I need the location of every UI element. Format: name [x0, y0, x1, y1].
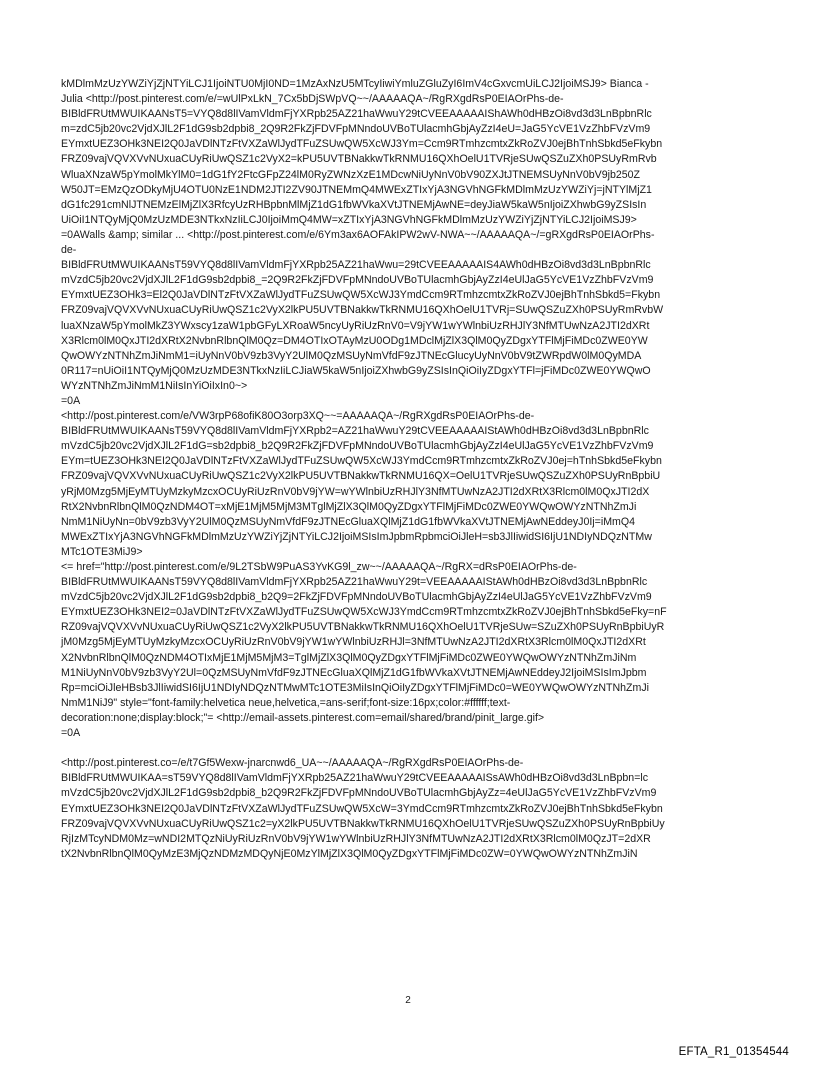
text-line: W50JT=EMzQzODkyMjU4OTU0NzE1NDM2JTI2ZV90JTNEMmQ4MWExZTIxYjA3NGVhNGFkMDlmMzUzYWZiYj=jNTYlMjZ1 [61, 183, 652, 196]
page-number: 2 [405, 995, 411, 1006]
text-line: M1NiUyNnV0bV9zb3VyY2Ul=0QzMSUyNmVfdF9zJTNEcGluaXQlMjZ1dG1fbWVkaXVtJTNEMjAwNEddeyJ2IjoiMSIsImJpbm [61, 666, 647, 679]
text-line: MWExZTIxYjA3NGVhNGFkMDlmMzUzYWZiYjZjNTYiLCJ2IjoiMSIsImJpbmRpbmciOiJleH=sb3JlIiwidSI6IjU1NDIyNDQzNTMw [61, 530, 652, 543]
text-line: RjIzMTcyNDM0Mz=wNDI2MTQzNiUyRiUzRnV0bV9jYW1wYWlnbiUzRHJlY3NfMTUwNzA2JTI2dXRtX3Rlcm0lM0QzJT=2dXR [61, 832, 651, 845]
text-line: FRZ09vajVQVXVvNUxuaCUyRiUwQSZ1c2VyX2lkPU5UVTBNakkwTkRNMU16QX=OelU1TVRjeSUwQSZuZXh0PSUyRnBpbiU [61, 470, 661, 483]
text-line: =0A [61, 727, 81, 740]
text-line: FRZ09vajVQVXVvNUxuaCUyRiUwQSZ1c2=yX2lkPU5UVTBNakkwTkRNMU16QXhOelU1TVRjeSUwQSZuZXh0PSUyRnBpbiUy [61, 817, 665, 830]
text-line: mVzdC5jb20vc2VjdXJlL2F1dG9sb2dpbi8_=2Q9R2FkZjFDVFpMNndoUVBoTUlacmhGbjAyZzI4eUlJaG5YcVE1VzZhbFVzVm9 [61, 274, 654, 287]
text-line: =0A [61, 394, 81, 407]
text-line: m=zdC5jb20vc2VjdXJlL2F1dG9sb2dpbi8_2Q9R2FkZjFDVFpMNndoUVBoTUlacmhGbjAyZzI4eU=JaG5YcVE1VzZhbFVzVm9 [61, 123, 651, 136]
text-line: <= href="http://post.pinterest.com/e/9L2TSbW9PuAS3YvKG9l_zw~~/AAAAAQA~/RgRX=dRsP0EIAOrPhs-de- [61, 561, 577, 573]
text-line: jM0Mzg5MjEyMTUyMzkyMzcxOCUyRiUzRnV0bV9jYW1wYWlnbiUzRHJl=3NfMTUwNzA2JTI2dXRtX3Rlcm0lM0QxJTI2dXRt [61, 636, 646, 649]
text-line: EYm=tUEZ3OHk3NEI2Q0JaVDlNTzFtVXZaWlJydTFuZSUwQW5XcWJ3YmdCcm9RTmhzcmtxZkRoZVJ0ej=hTnhSbkd5eFkybn [61, 455, 662, 468]
text-line: BIBldFRUtMWUIKAANsT59VYQ8d8lIVamVldmFjYXRpb2=AZ21haWwuY29tCVEEAAAAAIStAWh0dHBzOi8vd3d3LnBpbnRlc [61, 425, 649, 438]
text-line: FRZ09vajVQVXVvNUxuaCUyRiUwQSZ1c2VyX2lkPU5UVTBNakkwTkRNMU16QXhOelU1TVRj=SUwQSZuZXh0PSUyRmRvbW [61, 304, 664, 317]
text-line: mVzdC5jb20vc2VjdXJlL2F1dG9sb2dpbi8_b2Q9R2FkZjFDVFpMNndoUVBoTUlacmhGbjAyZz=4eUlJaG5YcVE1VzZhbFVzVm9 [61, 787, 657, 800]
email-body-text [61, 77, 781, 862]
text-line [61, 741, 781, 756]
text-line: kMDlmMzUzYWZiYjZjNTYiLCJ1IjoiNTU0MjI0ND=1MzAxNzU5MTcyIiwiYmluZGluZyI6ImV4cGxvcmUiLCJ2IjoiMSJ9> Bianca - [61, 78, 649, 90]
text-line: Julia <http://post.pinterest.com/e/=wUlPxLkN_7Cx5bDjSWpVQ~~/AAAAAQA~/RgRXgdRsP0EIAOrPhs-de- [61, 93, 564, 106]
text-line: tX2NvbnRlbnQlM0QyMzE3MjQzNDMzMDQyNjE0MzYlMjZlX3QlM0QyZDgxYTFlMjFiMDc0ZW=0YWQwOWYzNTNhZmJiN [61, 847, 638, 860]
text-line: mVzdC5jb20vc2VjdXJlL2F1dG=sb2dpbi8_b2Q9R2FkZjFDVFpMNndoUVBoTUlacmhGbjAyZzI4eUlJaG5YcVE1VzZhbFVzVm9 [61, 440, 654, 453]
text-line: EYmxtUEZ3OHk3NEI2=0JaVDlNTzFtVXZaWlJydTFuZSUwQW5XcWJ3YmdCcm9RTmhzcmtxZkRoZVJ0ejBhTnhSbkd5eFky=nF [61, 606, 667, 619]
text-line: FRZ09vajVQVXVvNUxuaCUyRiUwQSZ1c2VyX2=kPU5UVTBNakkwTkRNMU16QXhOelU1TVRjeSUwQSZuZXh0PSUyRmRvb [61, 153, 657, 166]
text-line: decoration:none;display:block;"= <http://email-assets.pinterest.com=email/shared/brand/pinit_large.gif> [61, 711, 545, 724]
text-line: UiOiI1NTQyMjQ0MzUzMDE3NTkxNzIiLCJ0IjoiMmQ4MW=xZTIxYjA3NGVhNGFkMDlmMzUzYWZiYjZjNTYiLCJ2IjoiMSJ9> [61, 213, 637, 226]
text-line: RZ09vajVQVXVvNUxuaCUyRiUwQSZ1c2VyX2lkPU5UVTBNakkwTkRNMU16QXhOelU1TVRjeSUw=SZuZXh0PSUyRnBpbiUyR [61, 621, 665, 634]
text-line: dG1fc291cmNlJTNEMzElMjZlX3RfcyUzRHBpbnMlMjZ1dG1fbWVkaXVtJTNEMjAwNE=deyJiaW5kaW5nIjoiZXhwbG9yZSIsIn [61, 198, 647, 211]
text-line: WluaXNzaW5pYmolMkYlM0=1dG1fY2FtcGFpZ24lM0RyZWNzXzE1MDcwNiUyNnV0bV90ZXJtJTNEMSUyNnV0bV9jb250Z [61, 168, 640, 181]
text-line: de- [61, 244, 77, 257]
text-line: EYmxtUEZ3OHk3NEI2Q0JaVDlNTzFtVXZaWlJydTFuZSUwQW5XcW=3YmdCcm9RTmhzcmtxZkRoZVJ0ejBhTnhSbkd5eFkybn [61, 802, 663, 815]
text-line: 0R117=nUiOiI1NTQyMjQ0MzUzMDE3NTkxNzIiLCJiaW5kaW5nIjoiZXhwbG9yZSIsInQiOiIyZDgxYTFl=jFiMDc0ZWE0YWQwO [61, 364, 651, 377]
text-line: mVzdC5jb20vc2VjdXJlL2F1dG9sb2dpbi8_b2Q9=2FkZjFDVFpMNndoUVBoTUlacmhGbjAyZzI4eUlJaG5YcVE1VzZhbFVzVm9 [61, 591, 652, 604]
text-line: NmM1NiUyNn=0bV9zb3VyY2UlM0QzMSUyNmVfdF9zJTNEcGluaXQlMjZ1dG1fbWVkaXVtJTNEMjAwNEddeyJ0Ij=iMmQ4 [61, 515, 635, 528]
text-line: BIBldFRUtMWUIKAANsT59VYQ8d8lIVamVldmFjYXRpb25AZ21haWwu=29tCVEEAAAAAIS4AWh0dHBzOi8vd3d3LnBpbnRlc [61, 259, 651, 272]
text-line: BIBldFRUtMWUIKAANsT59VYQ8d8lIVamVldmFjYXRpb25AZ21haWwuY29t=VEEAAAAAIStAWh0dHBzOi8vd3d3LnBpbnRlc [61, 576, 648, 589]
text-line: <http://post.pinterest.com/e/VW3rpP68ofiK80O3orp3XQ~~=AAAAAQA~/RgRXgdRsP0EIAOrPhs-de- [61, 410, 535, 423]
bates-number: EFTA_R1_01354544 [678, 1046, 789, 1058]
text-line: NmM1NiJ9" style="font-family:helvetica neue,helvetica,=ans-serif;font-size:16px;color:#ffffff;text- [61, 696, 511, 709]
text-line: BIBldFRUtMWUIKAANsT5=VYQ8d8lIVamVldmFjYXRpb25AZ21haWwuY29tCVEEAAAAAIShAWh0dHBzOi8vd3d3LnBpbnRlc [61, 108, 652, 121]
text-line: =0AWalls &amp; similar ... <http://post.pinterest.com/e/6Ym3ax6AOFAkIPW2wV-NWA~~/AAAAAQA~/=gRXgdRsP0EIAOrPhs- [61, 228, 655, 241]
text-line: BIBldFRUtMWUIKAA=sT59VYQ8d8lIVamVldmFjYXRpb25AZ21haWwuY29tCVEEAAAAAISsAWh0dHBzOi8vd3d3LnBpbn=lc [61, 772, 649, 785]
text-line: QwOWYzNTNhZmJiNmM1=iUyNnV0bV9zb3VyY2UlM0QzMSUyNmVfdF9zJTNEcGlucyUyNnV0bV9tZWRpdW0lM0QyMDA [61, 349, 642, 362]
text-line: EYmxtUEZ3OHk3NEI2Q0JaVDlNTzFtVXZaWlJydTFuZSUwQW5XcWJ3Ym=Ccm9RTmhzcmtxZkRoZVJ0ejBhTnhSbkd5eFkybn [61, 138, 663, 151]
text-line: MTc1OTE3MiJ9> [61, 545, 143, 558]
text-line: EYmxtUEZ3OHk3=El2Q0JaVDlNTzFtVXZaWlJydTFuZSUwQW5XcWJ3YmdCcm9RTmhzcmtxZkRoZVJ0ejBhTnhSbkd5=Fkybn [61, 289, 661, 302]
text-line: X3Rlcm0lM0QxJTI2dXRtX2NvbnRlbnQlM0Qz=DM4OTIxOTAyMzU0ODg1MDclMjZlX3QlM0QyZDgxYTFlMjFiMDc0ZWE0YW [61, 334, 648, 347]
text-line: yRjM0Mzg5MjEyMTUyMzkyMzcxOCUyRiUzRnV0bV9jYW=wYWlnbiUzRHJlY3NfMTUwNzA2JTI2dXRtX3Rlcm0lM0QxJTI2dX [61, 485, 650, 498]
text-line: Rp=mciOiJleHBsb3JlIiwidSI6IjU1NDIyNDQzNTMwMTc1OTE3MiIsInQiOiIyZDgxYTFlMjFiMDc0=WE0YWQwOWYzNTNhZmJi [61, 681, 650, 694]
text-line: <http://post.pinterest.co=/e/t7Gf5Wexw-jnarcnwd6_UA~~/AAAAAQA~/RgRXgdRsP0EIAOrPhs-de- [61, 757, 524, 770]
text-line: X2NvbnRlbnQlM0QzNDM4OTIxMjE1MjM5MjM3=TglMjZlX3QlM0QyZDgxYTFlMjFiMDc0ZWE0YWQwOWYzNTNhZmJiNm [61, 651, 637, 664]
text-line: WYzNTNhZmJiNmM1NiIsInYiOiIxIn0~> [61, 379, 248, 392]
text-line: luaXNzaW5pYmolMkZ3YWxscy1zaW1pbGFyLXRoaW5ncyUyRiUzRnV0=V9jYW1wYWlnbiUzRHJlY3NfMTUwNzA2JTI2dXRt [61, 319, 650, 332]
text-line: RtX2NvbnRlbnQlM0QzNDM4OT=xMjE1MjM5MjM3MTglMjZlX3QlM0QyZDgxYTFlMjFiMDc0ZWE0YWQwOWYzNTNhZmJi [61, 500, 637, 513]
